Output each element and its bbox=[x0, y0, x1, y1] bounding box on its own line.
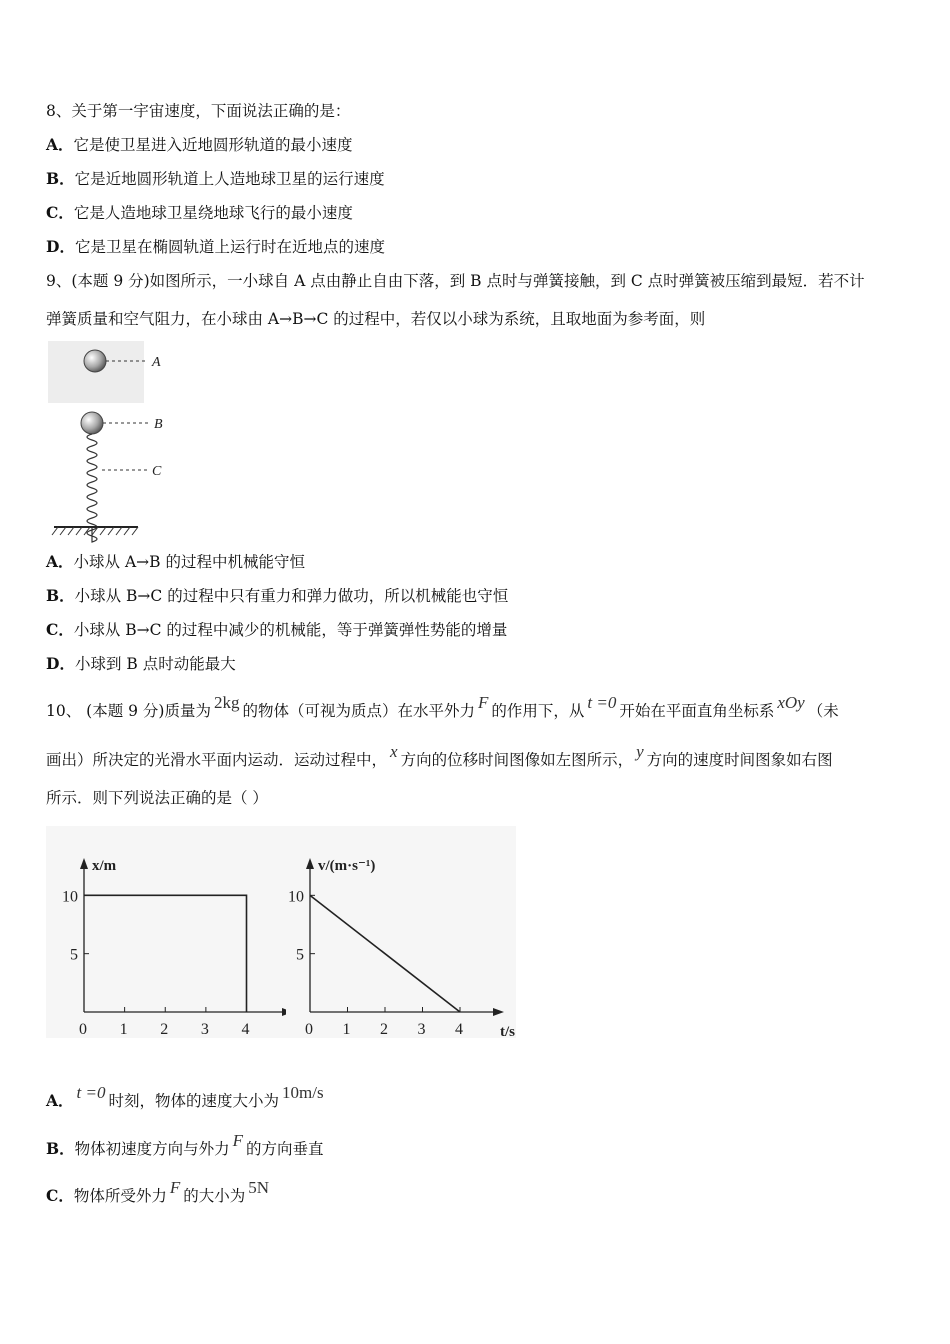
q10-option-math: F bbox=[232, 1131, 244, 1150]
q9-option-letter: B． bbox=[46, 586, 75, 605]
q9-option-text: 小球从 A→B 的过程中机械能守恒 bbox=[73, 553, 305, 571]
x-t-chart bbox=[46, 826, 286, 1038]
y-axis-label: v/(m·s⁻¹) bbox=[318, 858, 376, 874]
v-t-chart bbox=[286, 826, 516, 1038]
q10-option-text: 的大小为 bbox=[183, 1187, 246, 1205]
q8-option-text: 它是卫星在椭圆轨道上运行时在近地点的速度 bbox=[74, 238, 385, 256]
q10-text: （未 bbox=[807, 702, 839, 720]
x-tick-label: 3 bbox=[200, 1021, 209, 1038]
label-b: B bbox=[154, 417, 163, 432]
q8-option-b bbox=[46, 168, 385, 190]
q10-force-symbol: F bbox=[477, 693, 489, 712]
q10-mass-value: 2kg bbox=[213, 693, 240, 712]
x-tick-label: 1 bbox=[342, 1021, 351, 1038]
q9-option-text: 小球到 B 点时动能最大 bbox=[74, 655, 236, 673]
chart-background bbox=[46, 826, 286, 1038]
q8-option-text: 它是使卫星进入近地圆形轨道的最小速度 bbox=[73, 136, 353, 154]
x-tick-label: 4 bbox=[241, 1021, 250, 1038]
q10-option-math: t =0 bbox=[76, 1083, 106, 1102]
q8-option-c bbox=[46, 202, 353, 224]
label-a: A bbox=[152, 355, 161, 370]
q10-time-zero: t =0 bbox=[587, 693, 617, 712]
q10-option-b bbox=[46, 1131, 324, 1160]
q10-option-letter: C． bbox=[46, 1186, 74, 1205]
y-axis-label: x/m bbox=[92, 858, 117, 874]
q9-spring-figure bbox=[40, 335, 180, 540]
q10-text: 开始在平面直角坐标系 bbox=[619, 702, 775, 720]
q10-option-letter: A． bbox=[46, 1091, 74, 1110]
label-c: C bbox=[152, 464, 162, 479]
ground-hatching bbox=[52, 527, 138, 535]
q8-option-d bbox=[46, 236, 385, 258]
q10-stem-line2 bbox=[46, 742, 833, 771]
q10-option-text: 物体所受外力 bbox=[73, 1187, 167, 1205]
q8-option-letter: D． bbox=[46, 237, 75, 256]
q10-coord-system: xOy bbox=[777, 693, 805, 712]
q8-option-a bbox=[46, 134, 353, 156]
q8-option-letter: C． bbox=[46, 203, 74, 222]
q10-option-a bbox=[46, 1083, 327, 1112]
x-tick-label: 1 bbox=[119, 1021, 128, 1038]
q9-option-d bbox=[46, 653, 236, 675]
q10-option-text: 时刻，物体的速度大小为 bbox=[108, 1092, 279, 1110]
q9-option-a bbox=[46, 551, 305, 573]
x-tick-label: 0 bbox=[79, 1021, 87, 1038]
q8-option-text: 它是近地圆形轨道上人造地球卫星的运行速度 bbox=[74, 170, 385, 188]
q9-option-letter: C． bbox=[46, 620, 74, 639]
y-tick-label: 5 bbox=[70, 946, 78, 964]
q8-option-letter: B． bbox=[46, 169, 75, 188]
y-tick-label: 10 bbox=[288, 888, 304, 906]
spring bbox=[87, 434, 97, 542]
x-tick-label: 3 bbox=[417, 1021, 426, 1038]
y-tick-label: 5 bbox=[296, 946, 304, 964]
q10-option-c bbox=[46, 1178, 272, 1207]
q9-option-c bbox=[46, 619, 507, 641]
q9-option-b bbox=[46, 585, 508, 607]
q10-stem-line3: 所示．则下列说法正确的是（ ） bbox=[46, 789, 268, 807]
q9-option-text: 小球从 B→C 的过程中只有重力和弹力做功，所以机械能也守恒 bbox=[74, 587, 509, 605]
q9-option-text: 小球从 B→C 的过程中减少的机械能，等于弹簧弹性势能的增量 bbox=[73, 621, 508, 639]
q9-option-letter: A． bbox=[46, 552, 74, 571]
q10-text: 方向的位移时间图像如左图所示， bbox=[400, 751, 634, 769]
q10-stem-line1 bbox=[46, 693, 839, 722]
q8-stem: 8、关于第一宇宙速度，下面说法正确的是： bbox=[46, 102, 351, 120]
q10-option-text: 的方向垂直 bbox=[246, 1140, 324, 1158]
q8-option-text: 它是人造地球卫星绕地球飞行的最小速度 bbox=[73, 204, 353, 222]
x-axis-label: t/s bbox=[500, 1024, 515, 1040]
x-tick-label: 2 bbox=[380, 1021, 388, 1038]
ball-at-a bbox=[84, 350, 106, 372]
q10-option-letter: B． bbox=[46, 1139, 75, 1158]
q10-x-symbol: x bbox=[390, 742, 398, 761]
q10-option-math: 5N bbox=[248, 1178, 270, 1197]
q8-option-letter: A． bbox=[46, 135, 74, 154]
q10-text: 的作用下，从 bbox=[491, 702, 585, 720]
q10-text: 10、 (本题 9 分)质量为 bbox=[46, 702, 211, 720]
q10-option-math: F bbox=[169, 1178, 181, 1197]
x-tick-label: 4 bbox=[455, 1021, 463, 1038]
q9-stem-line1: 9、(本题 9 分)如图所示，一小球自 A 点由静止自由下落，到 B 点时与弹簧接触，到 C 点时弹簧被压缩到最短．若不计 bbox=[46, 272, 865, 290]
q9-option-letter: D． bbox=[46, 654, 75, 673]
y-tick-label: 10 bbox=[62, 888, 78, 906]
ball-at-b bbox=[81, 412, 103, 434]
q10-option-math: 10m/s bbox=[282, 1083, 324, 1102]
x-tick-label: 0 bbox=[305, 1021, 313, 1038]
q10-text: 方向的速度时间图象如右图 bbox=[646, 751, 833, 769]
q10-text: 画出）所决定的光滑水平面内运动．运动过程中， bbox=[46, 751, 388, 769]
q10-option-text: 物体初速度方向与外力 bbox=[74, 1140, 230, 1158]
q10-text: 的物体（可视为质点）在水平外力 bbox=[242, 702, 475, 720]
q9-stem-line2: 弹簧质量和空气阻力，在小球由 A→B→C 的过程中，若仅以小球为系统，且取地面为参考面，则 bbox=[46, 310, 706, 328]
x-tick-label: 2 bbox=[160, 1021, 169, 1038]
q10-y-symbol: y bbox=[636, 742, 644, 761]
